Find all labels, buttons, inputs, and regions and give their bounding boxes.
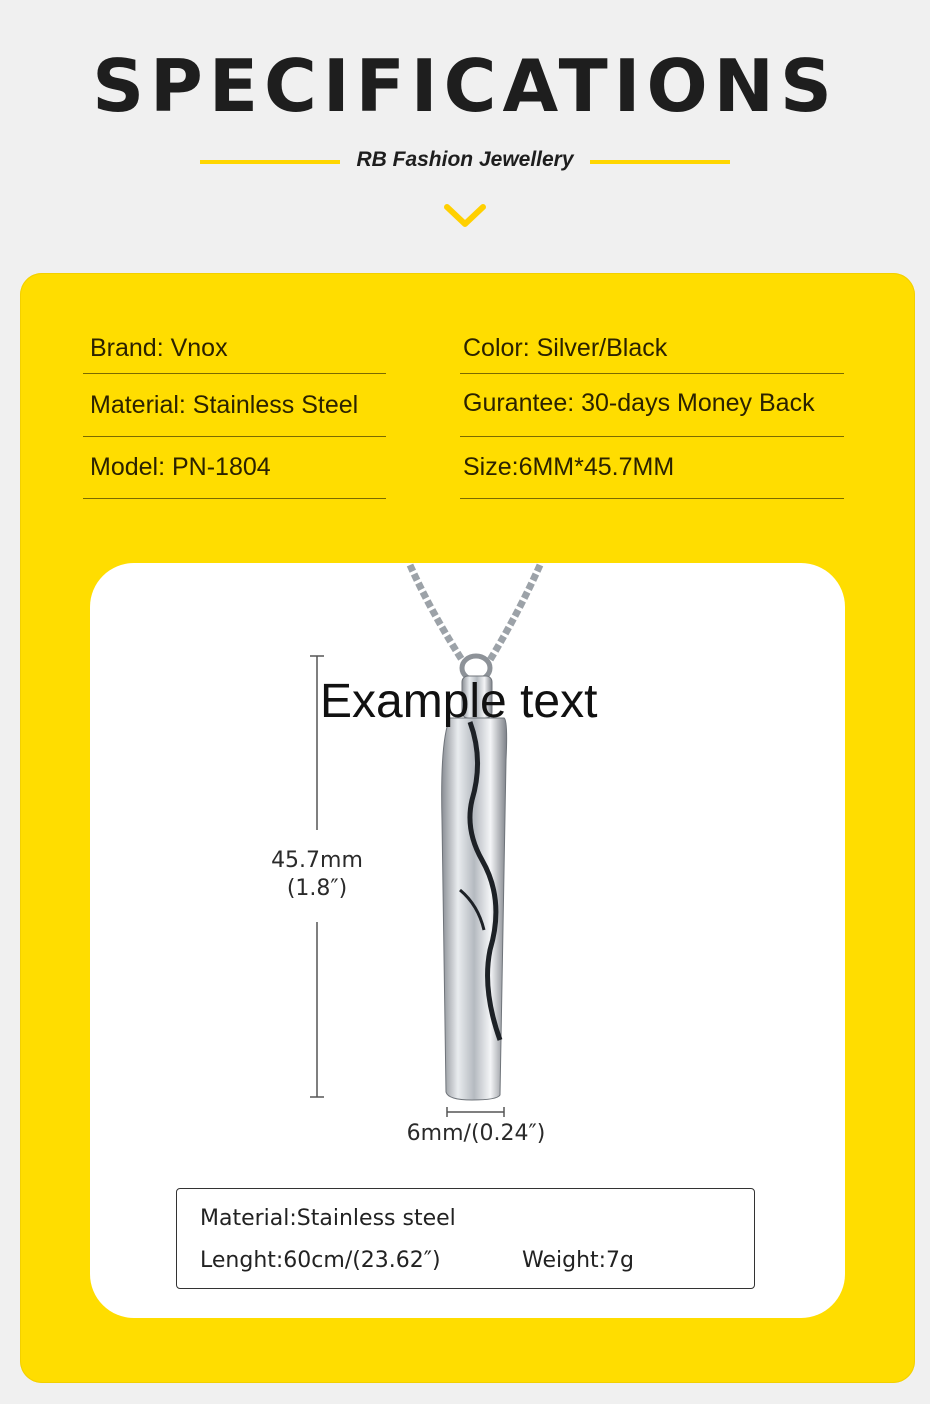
spec-model: Model: PN-1804 xyxy=(90,453,271,481)
spec-guarantee: Gurantee: 30-days Money Back xyxy=(463,389,815,417)
page-title: SPECIFICATIONS xyxy=(92,44,838,128)
spec-color: Color: Silver/Black xyxy=(463,334,668,362)
spec-size: Size:6MM*45.7MM xyxy=(463,453,675,481)
spec-material: Material: Stainless Steel xyxy=(90,391,359,419)
width-label: 6mm/(0.24″) xyxy=(406,1121,546,1146)
subtitle-text: RB Fashion Jewellery xyxy=(356,148,574,171)
spec-brand: Brand: Vnox xyxy=(90,334,228,362)
info-length: Lenght:60cm/(23.62″) xyxy=(200,1248,441,1273)
height-in-label: (1.8″) xyxy=(286,876,348,901)
info-weight: Weight:7g xyxy=(522,1248,635,1273)
info-material: Material:Stainless steel xyxy=(200,1206,456,1231)
height-mm-label: 45.7mm xyxy=(271,848,363,873)
overlay-example-text: Example text xyxy=(320,675,598,728)
